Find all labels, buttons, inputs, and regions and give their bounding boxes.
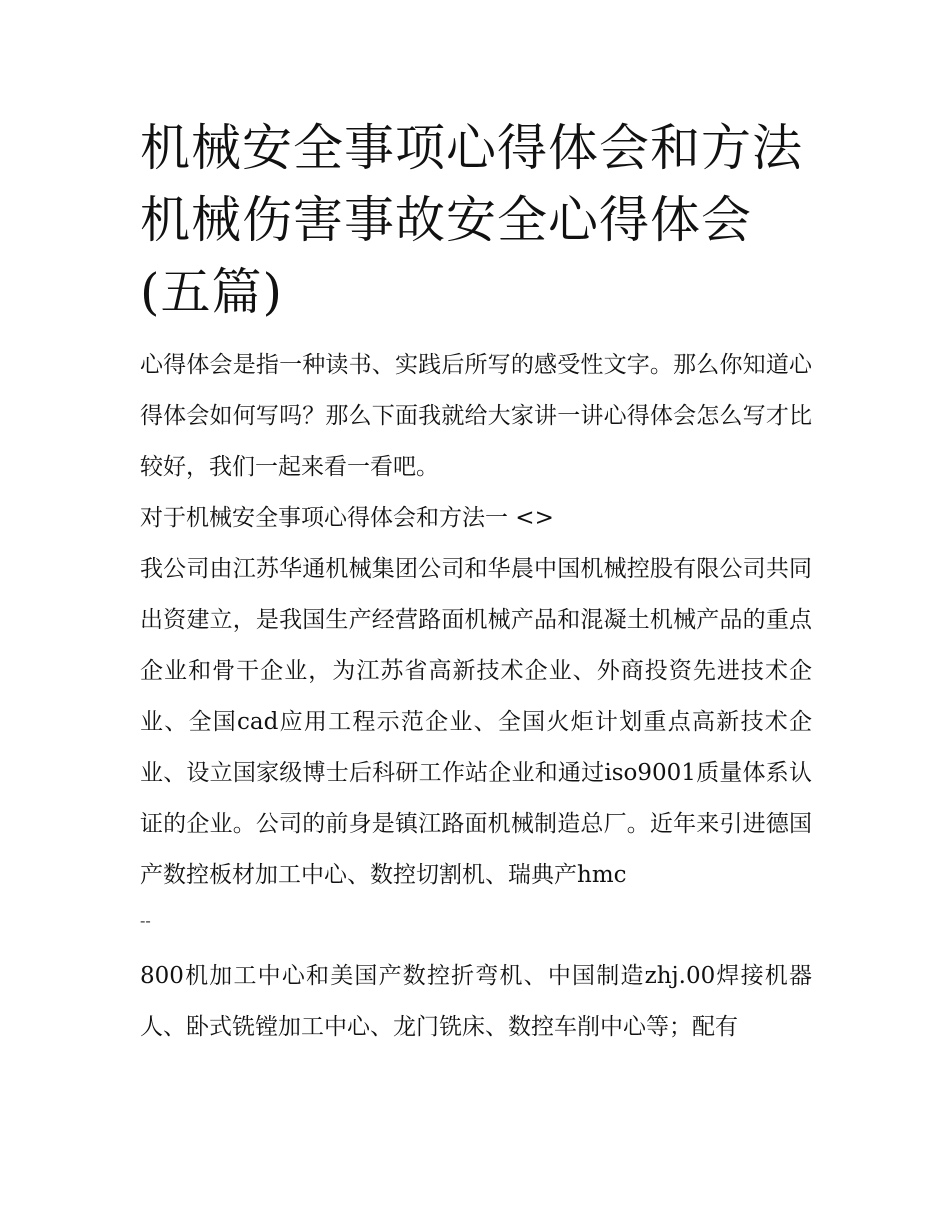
page-separator: -- [140, 911, 151, 930]
section-heading: 对于机械安全事项心得体会和方法一 <> [140, 505, 554, 531]
document-title: 机械安全事项心得体会和方法 机械伤害事故安全心得体会(五篇) [140, 119, 803, 321]
body-paragraph: 我公司由江苏华通机械集团公司和华晨中国机械控股有限公司共同出资建立，是我国生产经营路面机械产品和混凝土机械产品的重点企业和骨干企业，为江苏省高新技术企业、外商投资先进技术企业、全国cad应用工程示范企业、全国火炬计划重点高新技术企业、设立国家级博士后科研工作站企业和通过iso9001质量体系认证的企业。公司的前身是镇江路面机械制造总厂。近年来引进德国产数控板材加工中心、数控切割机、瑞典产hmc [140, 556, 812, 888]
intro-paragraph: 心得体会是指一种读书、实践后所写的感受性文字。那么你知道心得体会如何写吗？那么下面我就给大家讲一讲心得体会怎么写才比较好，我们一起来看一看吧。 [140, 352, 812, 480]
document-page [140, 112, 812, 1053]
body-paragraph-continued: 800机加工中心和美国产数控折弯机、中国制造zhj.00焊接机器人、卧式铣镗加工中心、龙门铣床、数控车削中心等；配有 [140, 963, 812, 1040]
